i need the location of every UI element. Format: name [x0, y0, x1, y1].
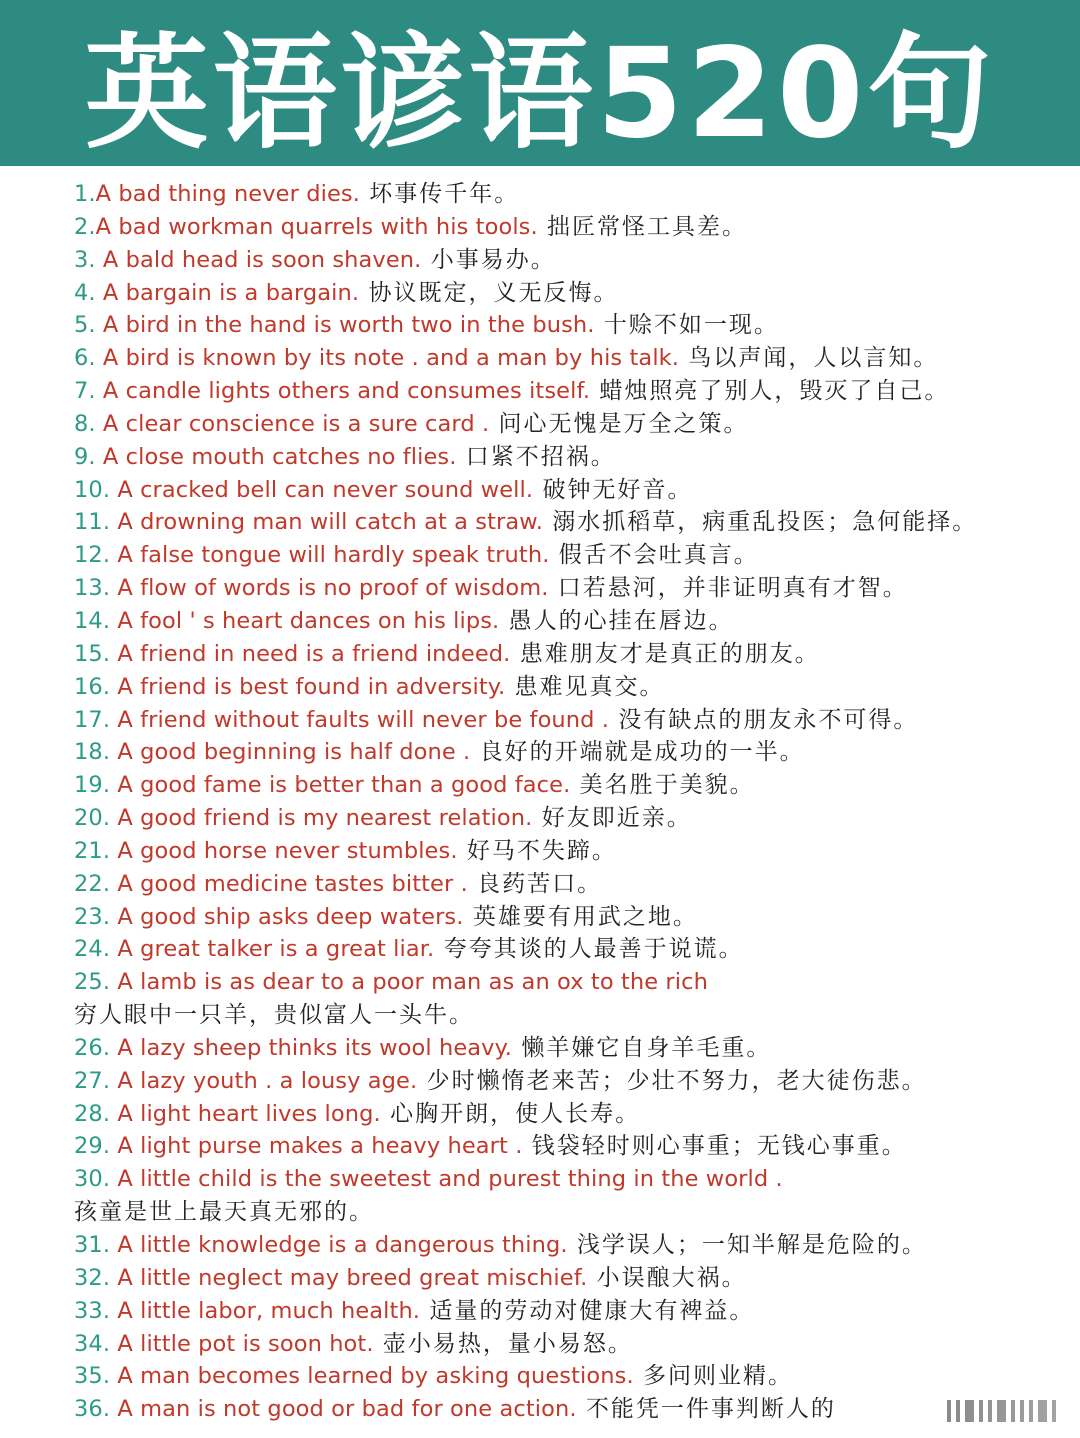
proverb-line: [74, 605, 1070, 638]
proverb-line: [74, 474, 1070, 507]
proverb-number: 10.: [74, 476, 118, 503]
proverb-number: 34.: [74, 1330, 118, 1357]
proverb-chinese: 患难朋友才是真正的朋友。: [510, 640, 820, 667]
proverb-number: 35.: [74, 1363, 118, 1390]
proverb-chinese: 拙匠常怪工具差。: [537, 213, 748, 240]
title-banner: [0, 0, 1080, 166]
proverb-number: 24.: [74, 936, 118, 963]
proverb-line: [74, 178, 1070, 211]
proverb-english: A man is not good or bad for one action.: [117, 1396, 577, 1423]
proverb-english: A bald head is soon shaven.: [102, 246, 422, 273]
proverb-number: 13.: [74, 575, 118, 602]
proverb-line: [74, 901, 1070, 934]
proverb-english: A bad workman quarrels with his tools.: [95, 213, 538, 240]
proverb-english: A good ship asks deep waters.: [117, 903, 464, 930]
proverb-english: A fool ' s heart dances on his lips.: [117, 607, 500, 634]
proverb-english: A lazy youth . a lousy age.: [117, 1067, 418, 1094]
proverb-english: A great talker is a great liar.: [117, 936, 435, 963]
proverb-line: [74, 1196, 1070, 1229]
proverb-number: 36.: [74, 1396, 118, 1423]
proverb-number: 1.: [74, 181, 96, 207]
proverb-list: [74, 178, 1070, 1426]
proverb-english: A friend in need is a friend indeed.: [117, 640, 511, 667]
proverb-line: [74, 1360, 1070, 1393]
proverb-chinese: 美名胜于美貌。: [570, 772, 755, 799]
proverb-line: [74, 1130, 1070, 1163]
proverb-chinese: 心胸开朗，使人长寿。: [380, 1100, 641, 1127]
proverb-number: 23.: [74, 903, 118, 930]
proverb-number: 28.: [74, 1100, 118, 1127]
proverb-number: 29.: [74, 1133, 118, 1160]
proverb-chinese: 口紧不招祸。: [456, 443, 616, 470]
proverb-chinese: 愚人的心挂在唇边。: [499, 607, 734, 634]
proverb-chinese: 小误酿大祸。: [587, 1264, 747, 1291]
proverb-english: A cracked bell can never sound well.: [117, 476, 534, 503]
proverb-line: [74, 211, 1070, 244]
proverb-number: 3.: [74, 246, 103, 273]
proverb-english: A lamb is as dear to a poor man as an ox to the rich: [117, 969, 708, 996]
proverb-number: 7.: [74, 378, 103, 405]
proverb-number: 11.: [74, 509, 118, 536]
proverb-line: [74, 342, 1070, 375]
proverb-number: 8.: [74, 410, 103, 437]
proverb-number: 19.: [74, 772, 118, 799]
proverb-number: 17.: [74, 706, 118, 733]
proverb-line: [74, 1229, 1070, 1262]
proverb-english: A bargain is a bargain.: [102, 279, 360, 306]
proverb-line: [74, 375, 1070, 408]
proverb-chinese: 患难见真交。: [505, 673, 665, 700]
proverb-number: 32.: [74, 1264, 118, 1291]
proverb-chinese: 蜡烛照亮了别人，毁灭了自己。: [590, 378, 950, 405]
proverb-english: A light purse makes a heavy heart .: [117, 1133, 523, 1160]
page-title: 英语谚语520句: [84, 22, 996, 166]
proverb-line: [74, 539, 1070, 572]
proverb-chinese: 穷人眼中一只羊，贵似富人一头牛。: [74, 1002, 474, 1029]
proverb-chinese: 十赊不如一现。: [594, 312, 779, 339]
proverb-line: [74, 769, 1070, 802]
proverb-line: [74, 1032, 1070, 1065]
proverb-chinese: 协议既定，义无反悔。: [359, 279, 619, 306]
proverb-english: A good medicine tastes bitter .: [117, 870, 468, 897]
proverb-english: A good friend is my nearest relation.: [117, 805, 533, 832]
proverb-line: [74, 441, 1070, 474]
proverb-line: [74, 1098, 1070, 1131]
proverb-chinese: 假舌不会吐真言。: [549, 542, 759, 569]
proverb-english: A drowning man will catch at a straw.: [117, 509, 543, 536]
proverb-line: [74, 999, 1070, 1032]
watermark-logo: [876, 1398, 1056, 1424]
proverb-line: [74, 1262, 1070, 1295]
proverb-chinese: 问心无愧是万全之策。: [489, 410, 749, 437]
proverb-line: [74, 408, 1070, 441]
proverb-chinese: 破钟无好音。: [533, 476, 693, 503]
proverb-chinese: 坏事传千年。: [359, 181, 520, 207]
proverb-english: A man becomes learned by asking questions.: [117, 1363, 634, 1390]
proverb-number: 30.: [74, 1166, 118, 1193]
proverb-english: A false tongue will hardly speak truth.: [117, 542, 550, 569]
proverb-chinese: 壶小易热，量小易怒。: [373, 1330, 633, 1357]
proverb-line: [74, 572, 1070, 605]
proverb-number: 25.: [74, 969, 118, 996]
proverb-number: 9.: [74, 443, 103, 470]
proverb-number: 21.: [74, 837, 118, 864]
proverb-english: A good fame is better than a good face.: [117, 772, 571, 799]
proverb-chinese: 鸟以声闻，人以言知。: [679, 345, 939, 372]
proverb-number: 20.: [74, 805, 118, 832]
proverb-number: 33.: [74, 1297, 118, 1324]
proverb-line: [74, 802, 1070, 835]
proverb-chinese: 英雄要有用武之地。: [463, 903, 698, 930]
proverb-english: A friend is best found in adversity.: [117, 673, 506, 700]
proverb-chinese: 好友即近亲。: [532, 805, 692, 832]
proverb-number: 22.: [74, 870, 118, 897]
proverb-english: A light heart lives long.: [117, 1100, 381, 1127]
proverb-number: 16.: [74, 673, 118, 700]
proverb-chinese: 没有缺点的朋友永不可得。: [609, 706, 919, 733]
proverb-number: 31.: [74, 1232, 118, 1258]
proverb-line: [74, 1328, 1070, 1361]
proverb-line: [74, 966, 1070, 999]
proverb-line: [74, 1163, 1070, 1196]
proverb-chinese: 良药苦口。: [467, 870, 603, 897]
proverb-line: [74, 835, 1070, 868]
proverb-line: [74, 736, 1070, 769]
proverb-number: 14.: [74, 607, 118, 634]
proverb-number: 4.: [74, 279, 103, 306]
proverb-number: 27.: [74, 1067, 118, 1094]
proverb-line: [74, 704, 1070, 737]
proverb-english: A clear conscience is a sure card .: [102, 410, 490, 437]
proverb-chinese: 浅学误人；一知半解是危险的。: [567, 1232, 927, 1258]
proverb-number: 6.: [74, 345, 103, 372]
proverb-chinese: 小事易办。: [421, 246, 556, 273]
proverb-chinese: 好马不失蹄。: [457, 837, 617, 864]
proverb-english: A little knowledge is a dangerous thing.: [117, 1232, 568, 1258]
proverb-line: [74, 1065, 1070, 1098]
proverb-line: [74, 671, 1070, 704]
proverb-number: 2.: [74, 213, 96, 240]
proverb-english: A bad thing never dies.: [95, 181, 360, 207]
proverb-chinese: 懒羊嫌它自身羊毛重。: [512, 1034, 772, 1061]
proverb-line: [74, 638, 1070, 671]
proverb-english: A little pot is soon hot.: [117, 1330, 374, 1357]
proverb-line: [74, 933, 1070, 966]
proverb-number: 26.: [74, 1034, 118, 1061]
proverb-chinese: 多问则业精。: [633, 1363, 794, 1390]
proverb-line: [74, 506, 1070, 539]
proverb-chinese: 溺水抓稻草，病重乱投医；急何能择。: [542, 509, 978, 536]
proverb-english: A little labor, much health.: [117, 1297, 421, 1324]
proverb-english: A little child is the sweetest and purest thing in the world .: [117, 1166, 783, 1193]
proverb-number: 18.: [74, 739, 118, 766]
proverb-chinese: 不能凭一件事判断人的: [576, 1396, 836, 1423]
proverb-chinese: 孩童是世上最天真无邪的。: [74, 1199, 374, 1226]
proverb-number: 12.: [74, 542, 118, 569]
proverb-chinese: 钱袋轻时则心事重；无钱心事重。: [522, 1133, 907, 1160]
proverb-chinese: 适量的劳动对健康大有裨益。: [420, 1297, 755, 1324]
proverb-english: A bird in the hand is worth two in the bush.: [102, 312, 595, 339]
proverb-line: [74, 244, 1070, 277]
proverb-english: A good horse never stumbles.: [117, 837, 458, 864]
proverb-english: A bird is known by its note . and a man by his talk.: [102, 345, 680, 372]
proverb-number: 5.: [74, 312, 103, 339]
proverb-english: A good beginning is half done .: [117, 739, 471, 766]
proverb-english: A little neglect may breed great mischief.: [117, 1264, 588, 1291]
proverb-line: [74, 309, 1070, 342]
proverb-line: [74, 277, 1070, 310]
proverb-english: A close mouth catches no flies.: [102, 443, 457, 470]
proverb-chinese: 良好的开端就是成功的一半。: [470, 739, 805, 766]
proverb-english: A flow of words is no proof of wisdom.: [117, 575, 549, 602]
proverb-english: A lazy sheep thinks its wool heavy.: [117, 1034, 513, 1061]
proverb-line: [74, 868, 1070, 901]
proverb-chinese: 口若悬河，并非证明真有才智。: [548, 575, 908, 602]
proverb-line: [74, 1295, 1070, 1328]
proverb-english: A friend without faults will never be found .: [117, 706, 610, 733]
proverb-english: A candle lights others and consumes itself.: [102, 378, 591, 405]
proverb-number: 15.: [74, 640, 118, 667]
proverb-chinese: 少时懒惰老来苦；少壮不努力，老大徒伤悲。: [417, 1067, 927, 1094]
proverb-chinese: 夸夸其谈的人最善于说谎。: [434, 936, 744, 963]
